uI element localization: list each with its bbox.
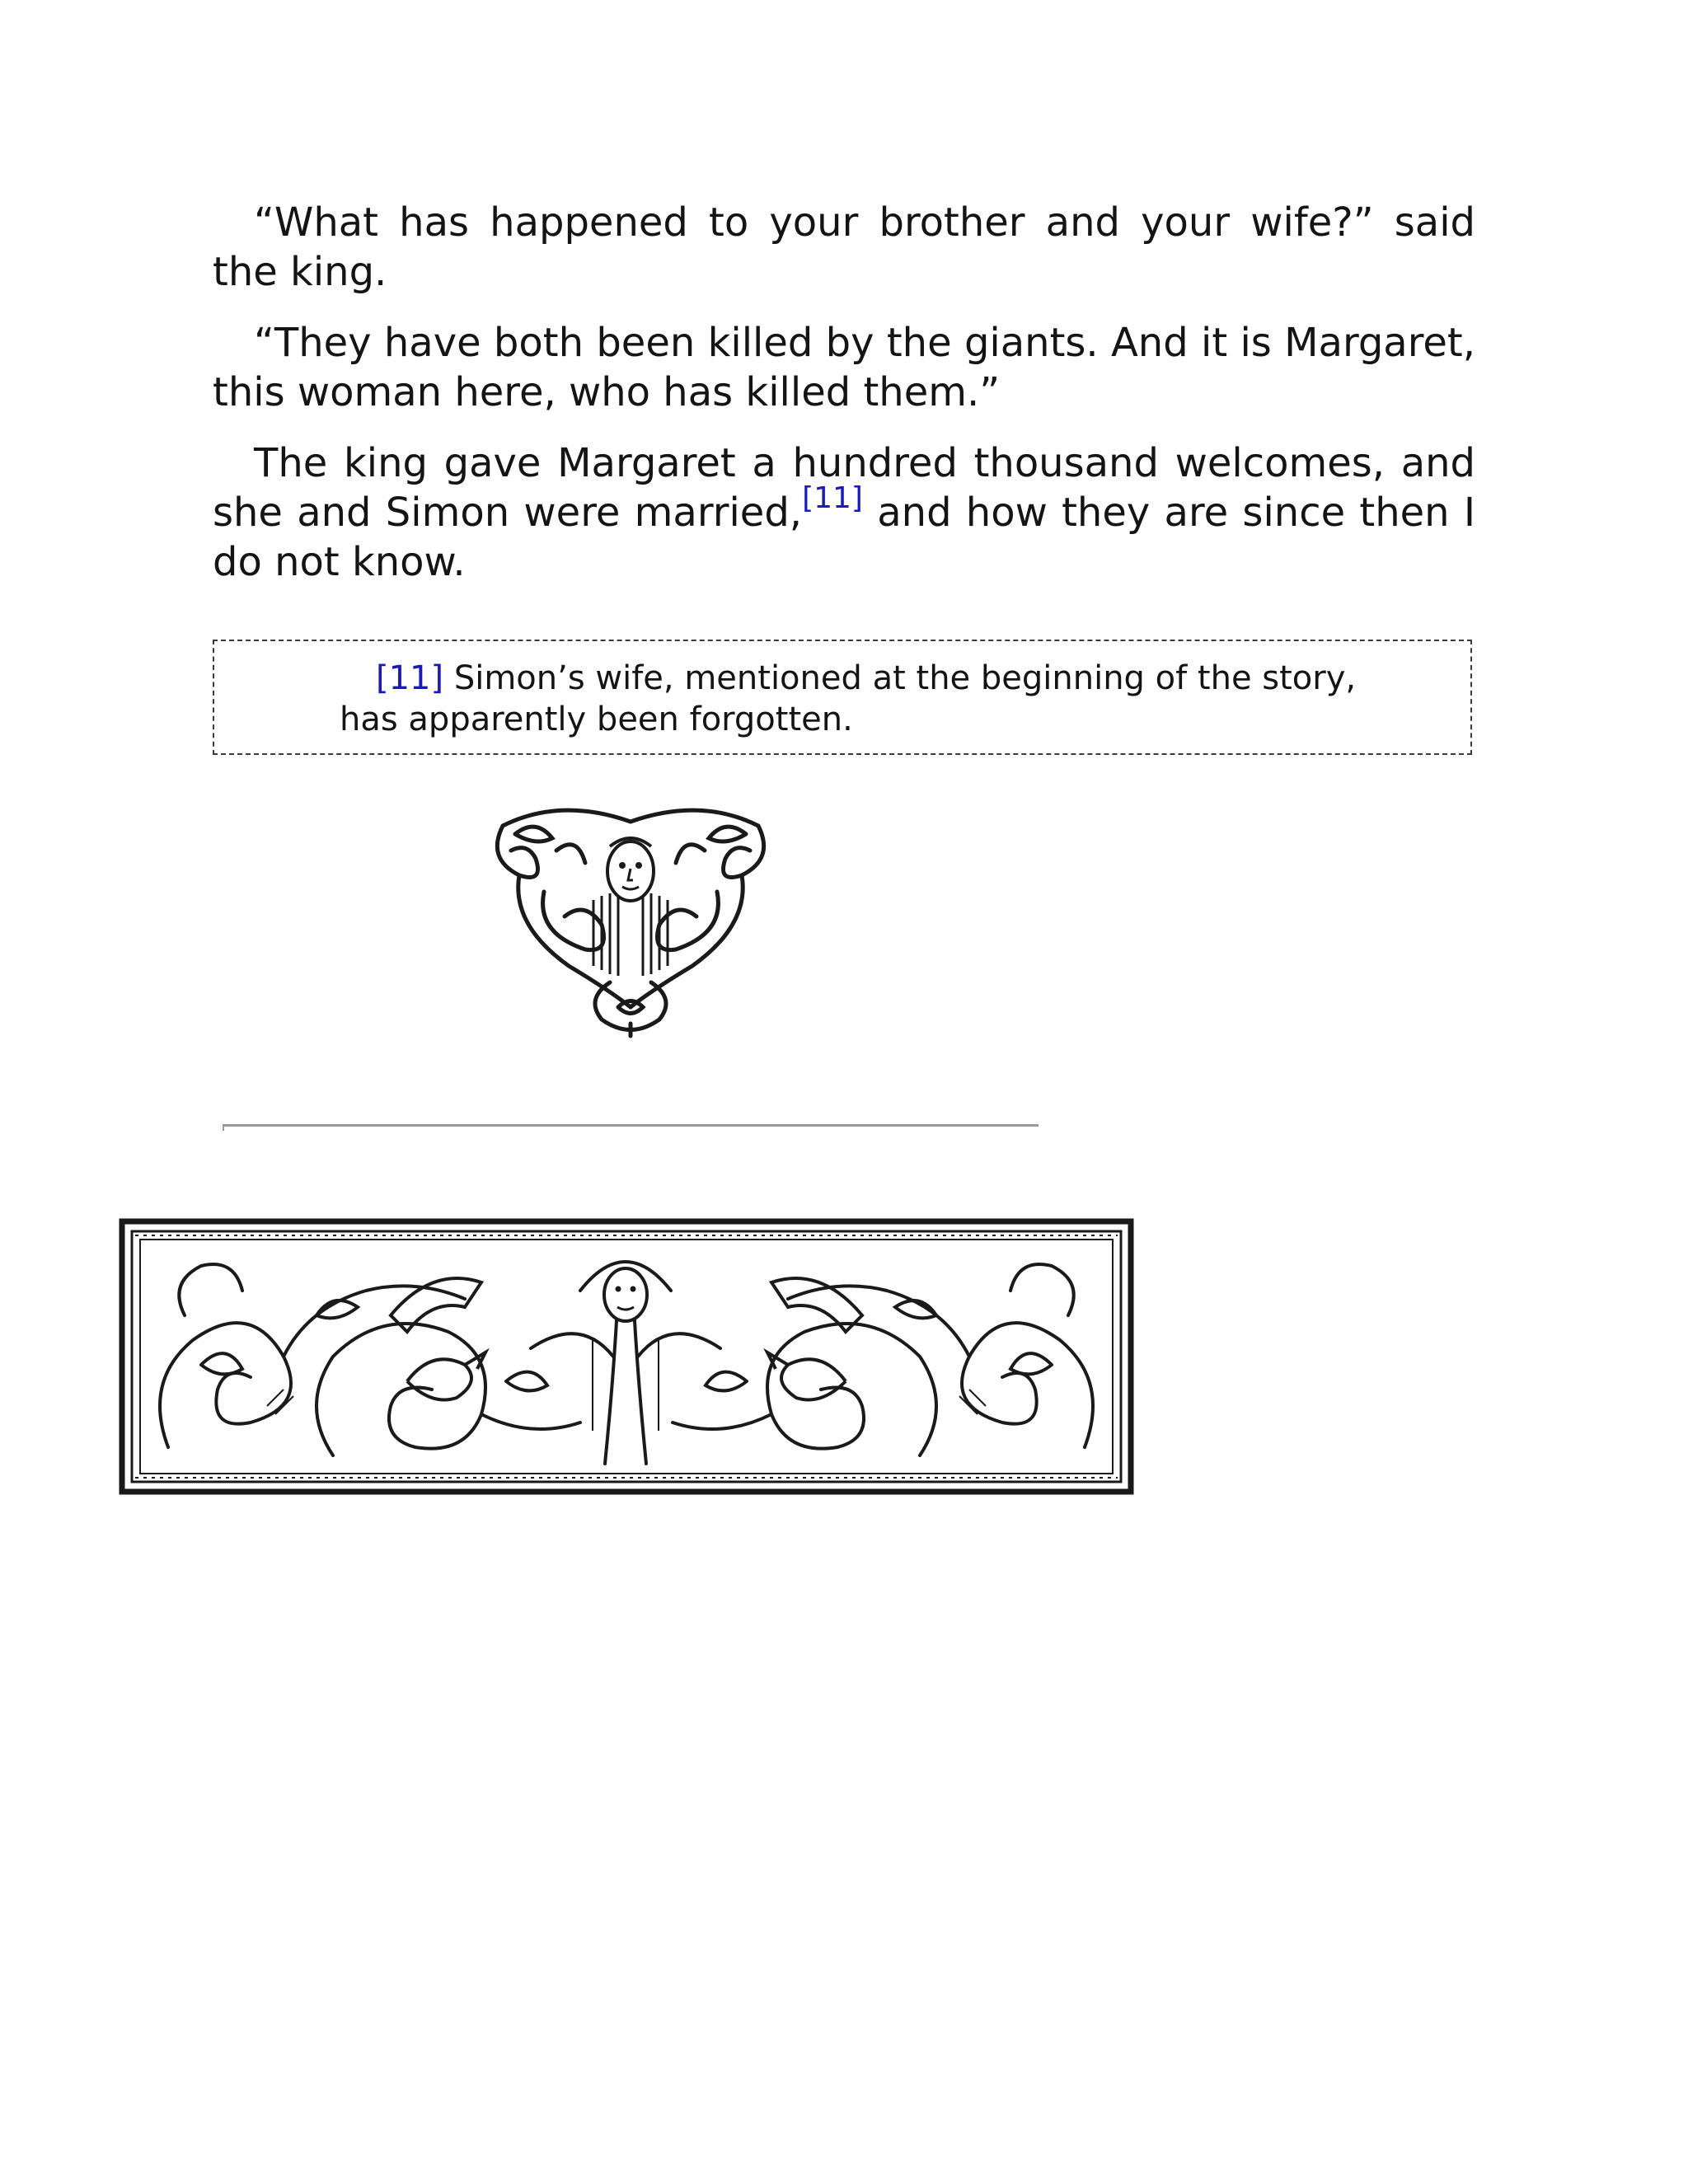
paragraph-3-text-start: The king gave Margaret a hundred thousand welcomes, and she and Simon were married, [213,440,1475,536]
paragraph-2: “They have both been killed by the giants. And it is Margaret, this woman here, who has killed them.” [213,320,1475,415]
footnote-box [213,640,1472,755]
paragraph-1: “What has happened to your brother and your wife?” said the king. [213,199,1475,295]
grotesque-mask-ornament-icon [486,801,775,1040]
horizontal-rule-tick [223,1124,224,1131]
paragraph-3 [213,438,1475,587]
footnote-reference-link[interactable]: [11] [802,481,863,515]
foliate-scroll-band-ornament-icon [119,1216,1134,1497]
footnote-back-link[interactable]: [11] [376,659,444,697]
footnote-body: Simon’s wife, mentioned at the beginning of the story, has apparently been forgotten. [340,659,1357,738]
horizontal-rule [223,1124,1039,1127]
footnote-text [340,658,1362,740]
paragraph-3-text-end: and how they are since then I do not know. [213,490,1475,585]
